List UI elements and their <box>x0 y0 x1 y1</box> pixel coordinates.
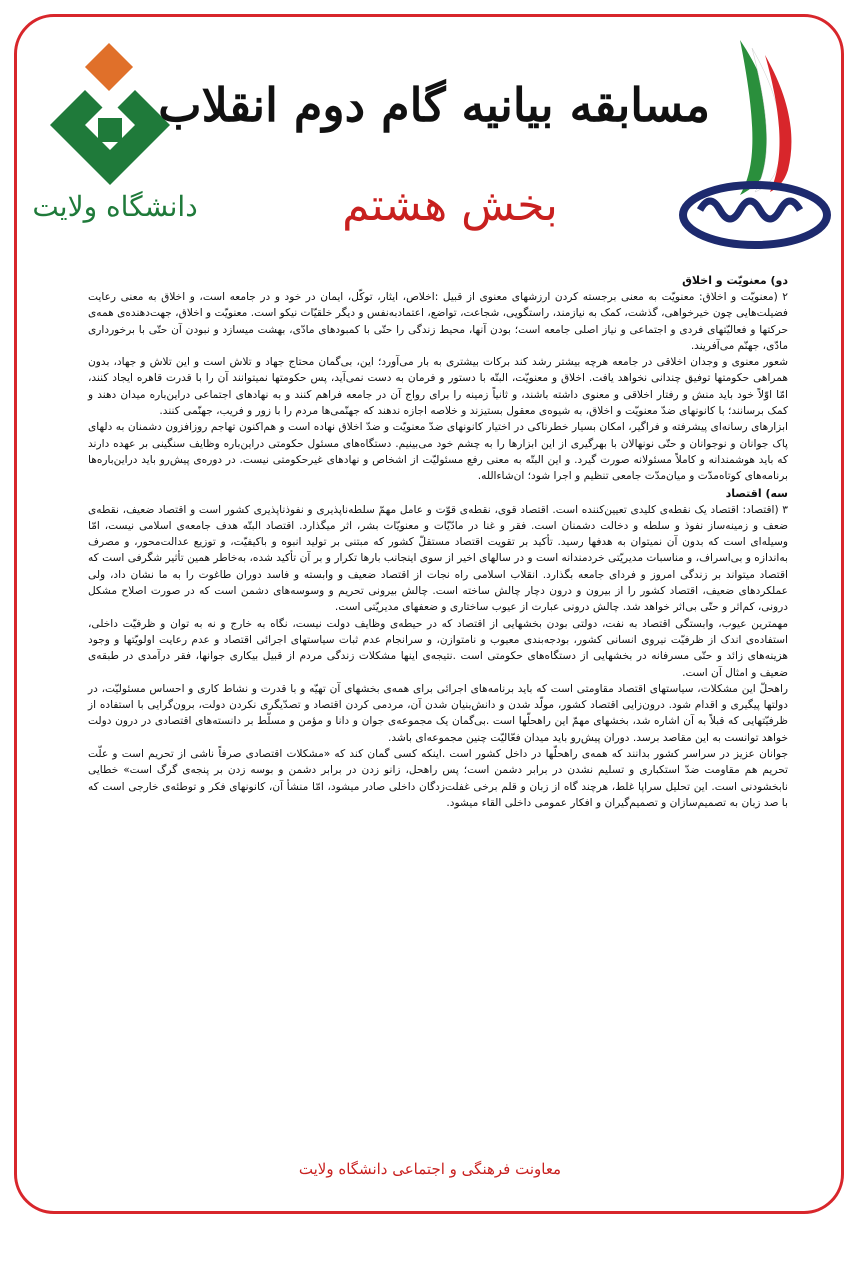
paragraph: ابزارهای رسانه‌ای پیشرفته و فراگیر، امکان بسیار خطرناکی در اختیار کانونهای ضدّ معنویّت و ضدّ اخلاق نهاده است و هم‌اکنون تهاجم روزافزون دشمنان به دلهای پاک جوانان و نوجوانان و حتّی نونهالان با بهرگیری از این ابزارها را به چشم خود می‌بینیم. دستگاه‌های مسئول حکومتی دراین‌باره وظایف سنگینی بر عهده دارند که باید هوشمندانه و کاملاً مسئولانه صورت گیرد. و این البتّه به معنی رفع مسئولیّت از اشخاص و نهادهای غیرحکومتی نیست. در دوره‌ی پیش‌رو باید دراین‌باره‌ها برنامه‌های کوتاه‌مدّت و میان‌مدّت جامعی تنظیم و اجرا شود؛ ان‌شاءالله. <box>88 421 788 483</box>
gam-dovom-logo <box>670 30 840 250</box>
paragraph: شعور معنوی و وجدان اخلاقی در جامعه هرچه بیشتر رشد کند برکات بیشتری به بار می‌آورد؛ این، بی‌گمان محتاج جهاد و تلاش است و این تلاش و جهاد، بدون همراهی حکومتها توفیق چندانی نخواهد یافت. اخلاق و معنویّت، البتّه با دستور و فرمان به دست نمی‌آید، پس حکومتها نمیتوانند آن را با قدرت قاهره ایجاد کنند، امّا اوّلاً خود باید منش و رفتار اخلاقی و معنوی داشته باشند، و ثانیاً زمینه را برای رواج آن در جامعه فراهم کنند و به نهادهای اجتماعی دراین‌باره میدان دهند و کمک برسانند؛ با کانونهای ضدّ معنویّت و اخلاق، به شیوه‌ی معقول بستیزند و خلاصه اجازه ندهند که جهنّمی‌ها مردم را با زور و فریب، جهنّمی کنند. <box>88 356 788 418</box>
logo-left-text: دانشگاه ولایت <box>32 190 198 223</box>
daneshgah-velayat-logo <box>30 30 200 250</box>
paragraph: راهحلّ این مشکلات، سیاستهای اقتصاد مقاومتی است که باید برنامه‌های اجرائی برای همه‌ی بخشهای آن تهیّه و با قدرت و نشاط کاری و احساس مسئولیّت، در دولتها پیگیری و اقدام شود. درون‌زایی اقتصاد کشور، مولّد شدن و دانش‌بنیان شدن آن، مردمی کردن اقتصاد و تصدّیگری نکردن دولت، برون‌گرایی با استفاده از ظرفیّتهایی که قبلاً به آن اشاره شد، بخشهای مهمّ این راهحلّها است .بی‌گمان یک مجموعه‌ی جوان و دانا و مؤمن و مسلّط بر دانسته‌های اقتصادی در درون دولت خواهد توانست به این مقاصد برسد. دوران پیش‌رو باید میدان فعّالیّت چنین مجموعه‌ای باشد. <box>88 682 788 744</box>
paragraph: ۳ (اقتصاد: اقتصاد یک نقطه‌ی کلیدی تعیین‌کننده است. اقتصاد قوی، نقطه‌ی قوّت و عامل مهمّ سلطه‌ناپذیری و نفوذناپذیری کشور است و اقتصاد ضعیف، نقطه‌ی ضعف و زمینه‌ساز نفوذ و سلطه و دخالت دشمنان است. فقر و غنا در مادّیّات و معنویّات بشر، اثر میگذارد. اقتصاد البتّه هدف جامعه‌ی اسلامی نیست، امّا وسیله‌ای است که بدون آن نمیتوان به هدفها رسید. تأکید بر تقویت اقتصاد مستقلّ کشور که مبتنی بر تولید انبوه و باکیفیّت، و توزیع عدالت‌محور، و مصرف به‌اندازه و بی‌اسراف، و مناسبات مدیریّتی خردمندانه است و در سالهای اخیر از سوی اینجانب بارها تکرار و بر آن تأکید شده، به‌خاطر همین تأثیر شگرفی است که اقتصاد میتواند بر زندگی امروز و فردای جامعه بگذارد. انقلاب اسلامی راه نجات از اقتصاد ضعیف و وابسته و فاسد دوران طاغوت را به ما نشان داد، ولی عملکردهای ضعیف، اقتصاد کشور را از بیرون و درون دچار چالش ساخته است. چالش بیرونی تحریم و وسوسه‌های دشمن است که در صورت اصلاح مشکل درونی، کم‌اثر و حتّی بی‌اثر خواهد شد. چالش درونی عبارت از عیوب ساختاری و ضعفهای مدیریّتی است. <box>88 503 788 614</box>
paragraph: جوانان عزیز در سراسر کشور بدانند که همه‌ی راهحلّها در داخل کشور است .اینکه کسی گمان کند که «مشکلات اقتصادی صرفاً ناشی از تحریم است و علّت تحریم هم مقاومت ضدّ استکباری و تسلیم نشدن در برابر دشمن است؛ پس راهحل، زانو زدن در برابر دشمن و بوسه زدن بر پنجه‌ی گرگ است» خطایی نابخشودنی است. این تحلیل سراپا غلط، هرچند گاه از زبان و قلم برخی غفلت‌زدگان داخلی صادر میشود، امّا منشأ آن، کانونهای فکر و توطئه‌ی خارجی است که با صد زبان به تصمیم‌سازان و تصمیم‌گیران و افکار عمومی داخلی القاء میشود. <box>88 748 788 809</box>
article-body <box>88 272 788 811</box>
page-subtitle: بخش هشتم <box>342 180 558 231</box>
header <box>20 20 848 248</box>
section-heading: سه) اقتصاد <box>725 486 788 500</box>
footer-credit: معاونت فرهنگی و اجتماعی دانشگاه ولایت <box>298 1160 562 1178</box>
paragraph: مهمترین عیوب، وابستگی اقتصاد به نفت، دولتی بودن بخشهایی از اقتصاد که در حیطه‌ی وظایف دولت نیست، نگاه به خارج و نه به توان و ظرفیّت داخلی، استفاده‌ی اندک از ظرفیّت نیروی انسانی کشور، بودجه‌بندی معیوب و نامتوازن، و سرانجام عدم ثبات سیاستهای اجرائی اقتصاد و عدم رعایت اولویّتها و وجود هزینه‌های زائد و حتّی مسرفانه در بخشهایی از دستگاه‌های حکومتی است .نتیجه‌ی اینها مشکلات زندگی مردم از قبیل بیکاری جوانها، فقر درآمدی در طبقه‌ی ضعیف و امثال آن است. <box>88 617 788 679</box>
section-heading: دو) معنویّت و اخلاق <box>682 274 788 287</box>
paragraph: ۲ (معنویّت و اخلاق: معنویّت به معنی برجسته کردن ارزشهای معنوی از قبیل :اخلاص، ایثار، توکّل، ایمان در خود و در جامعه است، و اخلاق به معنی رعایت فضیلت‌هایی چون خیرخواهی، گذشت، کمک به نیازمند، راستگویی، شجاعت، تواضع، اعتمادبه‌نفس و دیگر خلقیّات نیکو است. معنویّت و اخلاق، جهت‌دهنده‌ی همه‌ی حرکتها و فعالیّتهای فردی و اجتماعی و نیاز اصلی جامعه است؛ بودن آنها، محیط زندگی را حتّی با کمبودهای مادّی، بهشت میسازد و نبودن آن حتّی با برخورداری مادّی، جهنّم می‌آفریند. <box>88 291 788 352</box>
page-title: مسابقه بیانیه گام دوم انقلاب <box>158 78 710 132</box>
